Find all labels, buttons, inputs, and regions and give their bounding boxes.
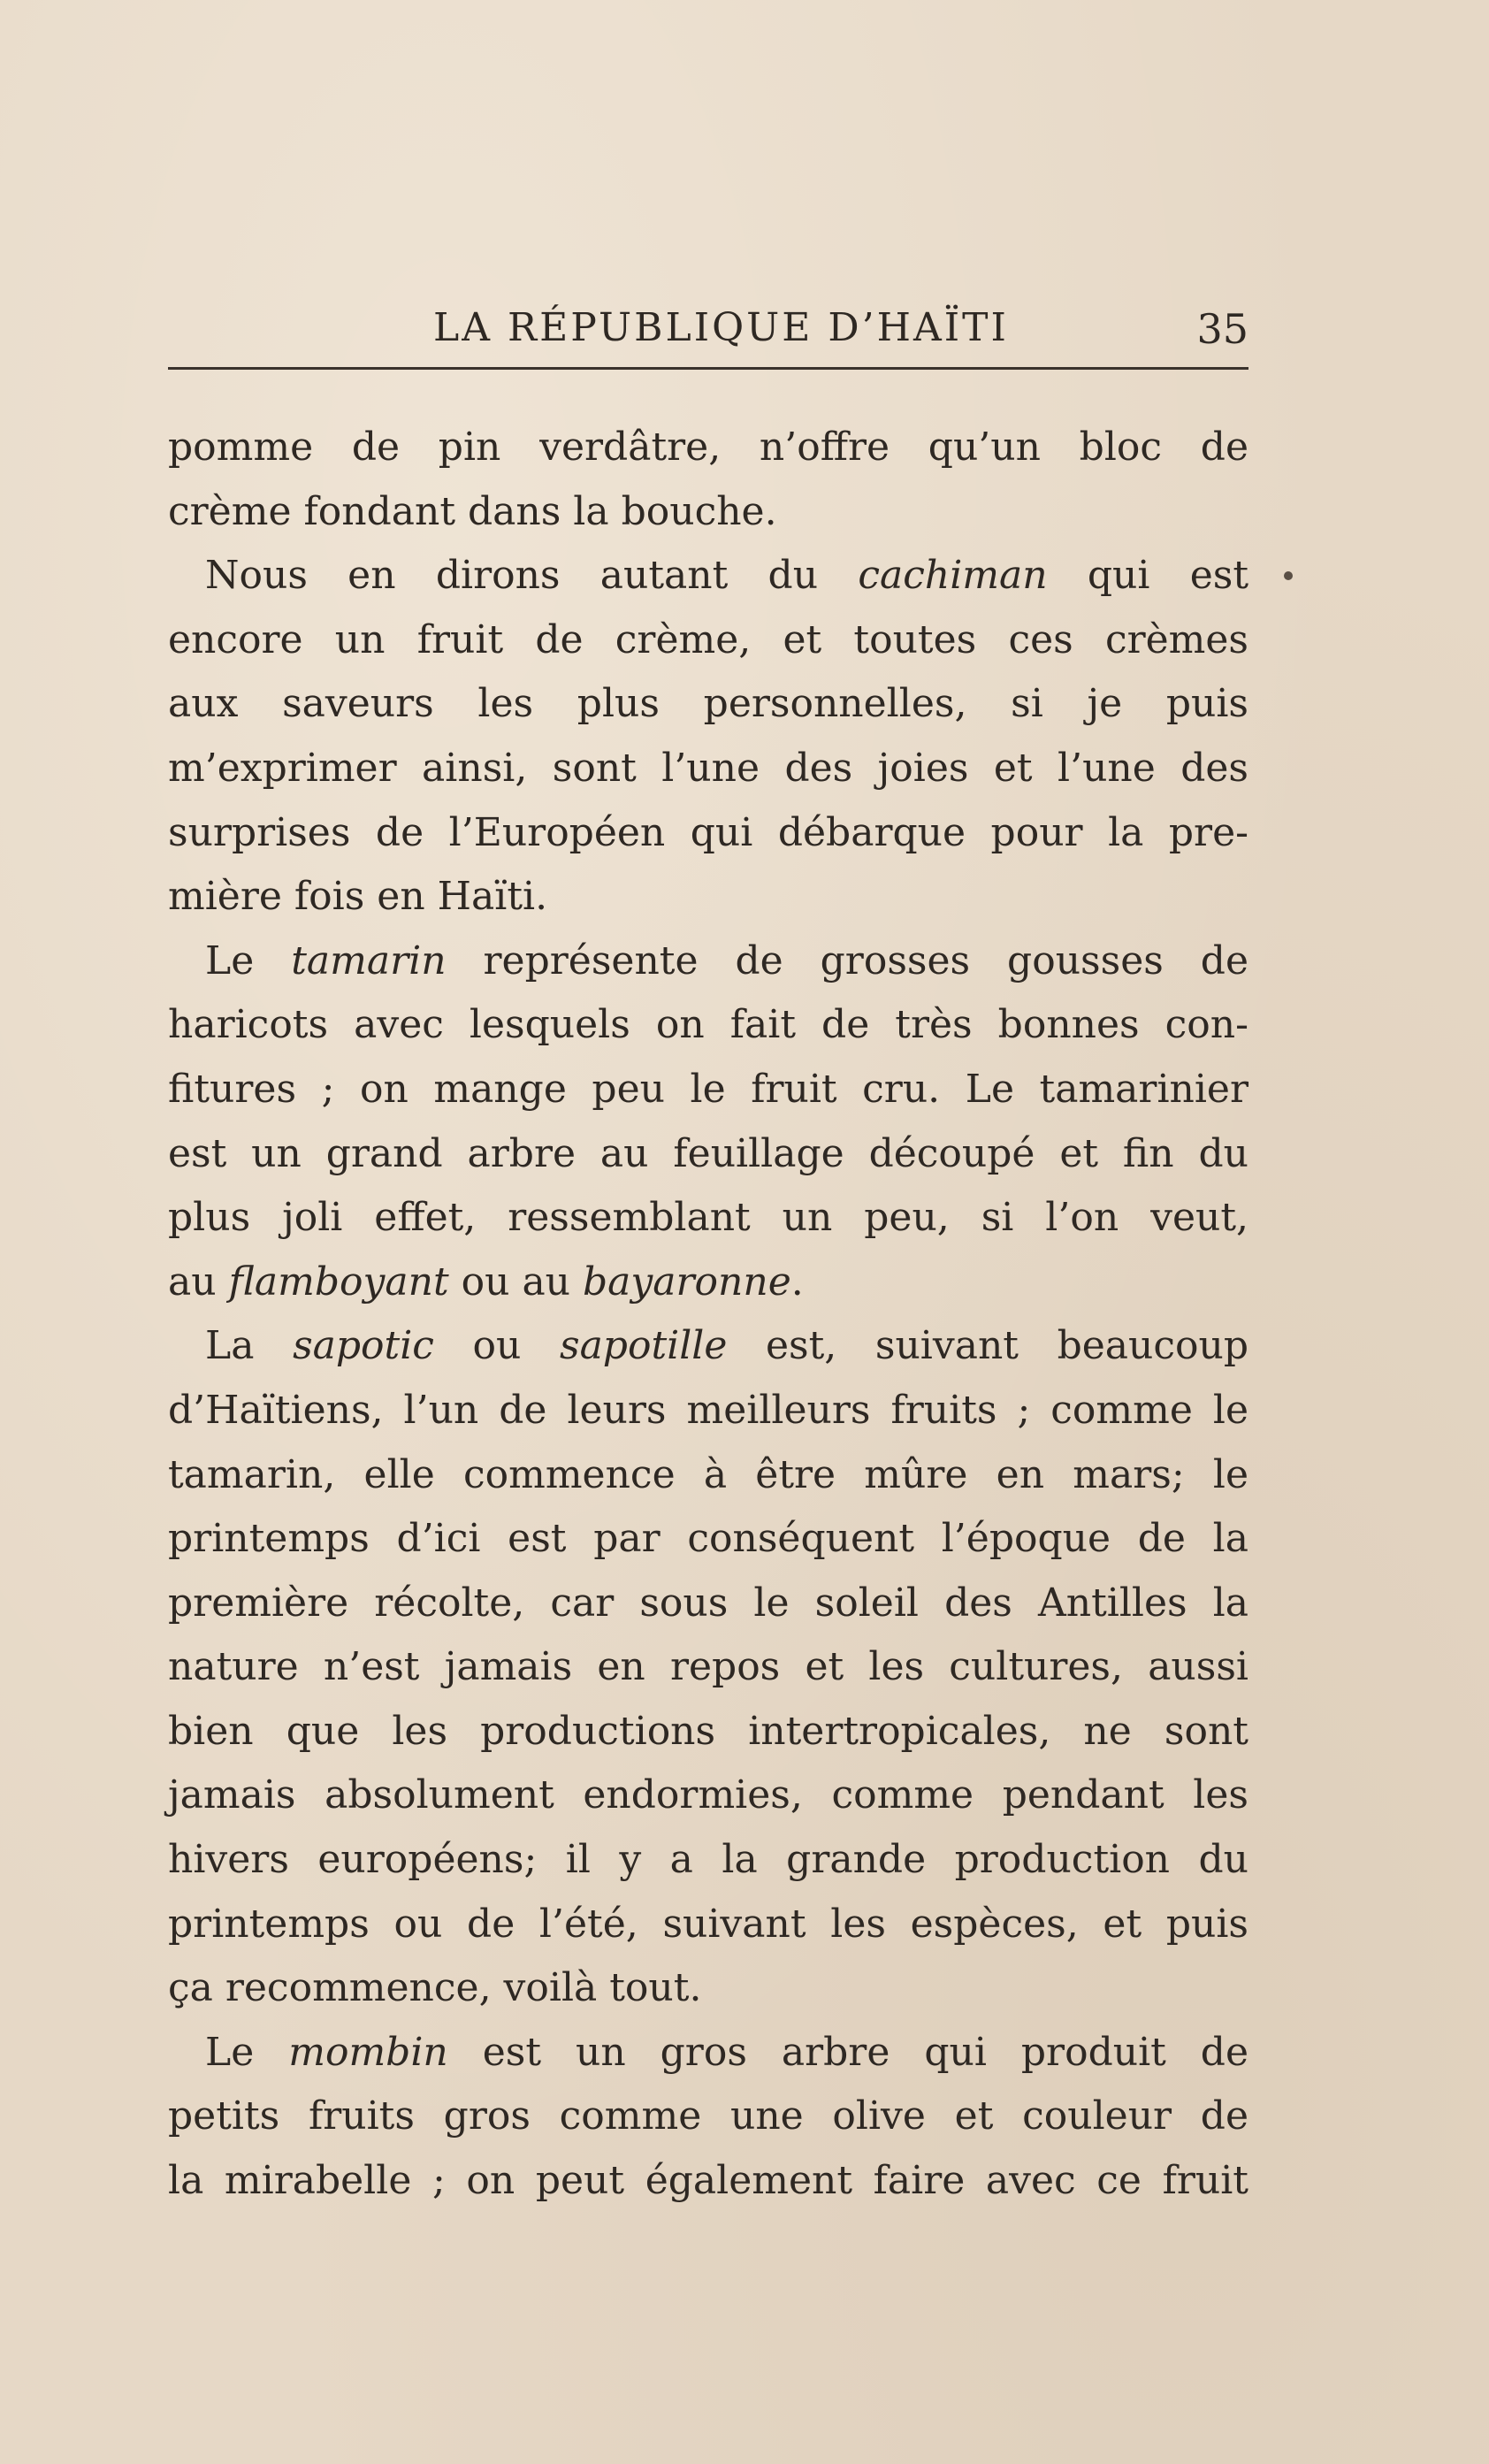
text-line: ça recommence, voilà tout. bbox=[168, 1965, 702, 2011]
text-line: Le tamarin représente de grosses gousses de bbox=[205, 937, 1249, 983]
text-line: hivers européens; il y a la grande production du bbox=[168, 1837, 1248, 1883]
text-line: bien que les productions intertropicales, ne sont bbox=[168, 1708, 1248, 1754]
text-line: Le mombin est un gros arbre qui produit de bbox=[205, 2029, 1248, 2075]
margin-ink-mark bbox=[1284, 571, 1293, 580]
text-line: Nous en dirons autant du cachiman qui est bbox=[205, 553, 1248, 599]
text-line: plus joli effet, ressemblant un peu, si l’on veut, bbox=[168, 1195, 1248, 1241]
text-line: est un grand arbre au feuillage découpé et fin du bbox=[168, 1130, 1248, 1176]
text-line: printemps ou de l’été, suivant les espèces, et puis bbox=[168, 1901, 1248, 1947]
text-line: tamarin, elle commence à être mûre en mars; le bbox=[168, 1451, 1248, 1497]
italic-term: cachiman bbox=[858, 553, 1048, 599]
text-line: printemps d’ici est par conséquent l’époque de la bbox=[168, 1516, 1248, 1562]
text-line: haricots avec lesquels on fait de très bonnes con- bbox=[168, 1002, 1248, 1048]
page-number: 35 bbox=[1196, 305, 1248, 353]
header-rule bbox=[168, 367, 1248, 370]
text-line: fitures ; on mange peu le fruit cru. Le tamarinier bbox=[168, 1066, 1248, 1112]
body-text bbox=[168, 416, 1248, 2214]
text-line: nature n’est jamais en repos et les cultures, aussi bbox=[168, 1644, 1248, 1690]
running-head bbox=[168, 305, 1248, 367]
text-line: la mirabelle ; on peut également faire avec ce fruit bbox=[168, 2158, 1248, 2204]
text-line: encore un fruit de crème, et toutes ces crèmes bbox=[168, 616, 1248, 662]
text-line: surprises de l’Européen qui débarque pour la pre- bbox=[168, 809, 1248, 855]
italic-term: mombin bbox=[288, 2029, 448, 2075]
text-line: mière fois en Haïti. bbox=[168, 874, 548, 920]
text-line: petits fruits gros comme une olive et couleur de bbox=[168, 2093, 1248, 2139]
italic-term: sapotille bbox=[559, 1323, 728, 1369]
text-line: crème fondant dans la bouche. bbox=[168, 488, 777, 534]
text-line: pomme de pin verdâtre, n’offre qu’un bloc de bbox=[168, 425, 1248, 470]
text-line: au flamboyant ou au bayaronne. bbox=[168, 1259, 804, 1305]
italic-term: flamboyant bbox=[228, 1259, 449, 1305]
text-line: jamais absolument endormies, comme pendant les bbox=[168, 1772, 1248, 1818]
text-line: aux saveurs les plus personnelles, si je puis bbox=[168, 681, 1248, 727]
text-line: d’Haïtiens, l’un de leurs meilleurs fruits ; comme le bbox=[168, 1387, 1248, 1433]
text-line: La sapotic ou sapotille est, suivant beaucoup bbox=[205, 1323, 1248, 1369]
italic-term: sapotic bbox=[293, 1323, 434, 1369]
text-line: première récolte, car sous le soleil des Antilles la bbox=[168, 1580, 1248, 1626]
text-line: m’exprimer ainsi, sont l’une des joies et l’une des bbox=[168, 745, 1248, 791]
italic-term: bayaronne bbox=[583, 1259, 791, 1305]
italic-term: tamarin bbox=[291, 937, 447, 983]
running-title: LA RÉPUBLIQUE D’HAÏTI bbox=[433, 305, 1009, 350]
